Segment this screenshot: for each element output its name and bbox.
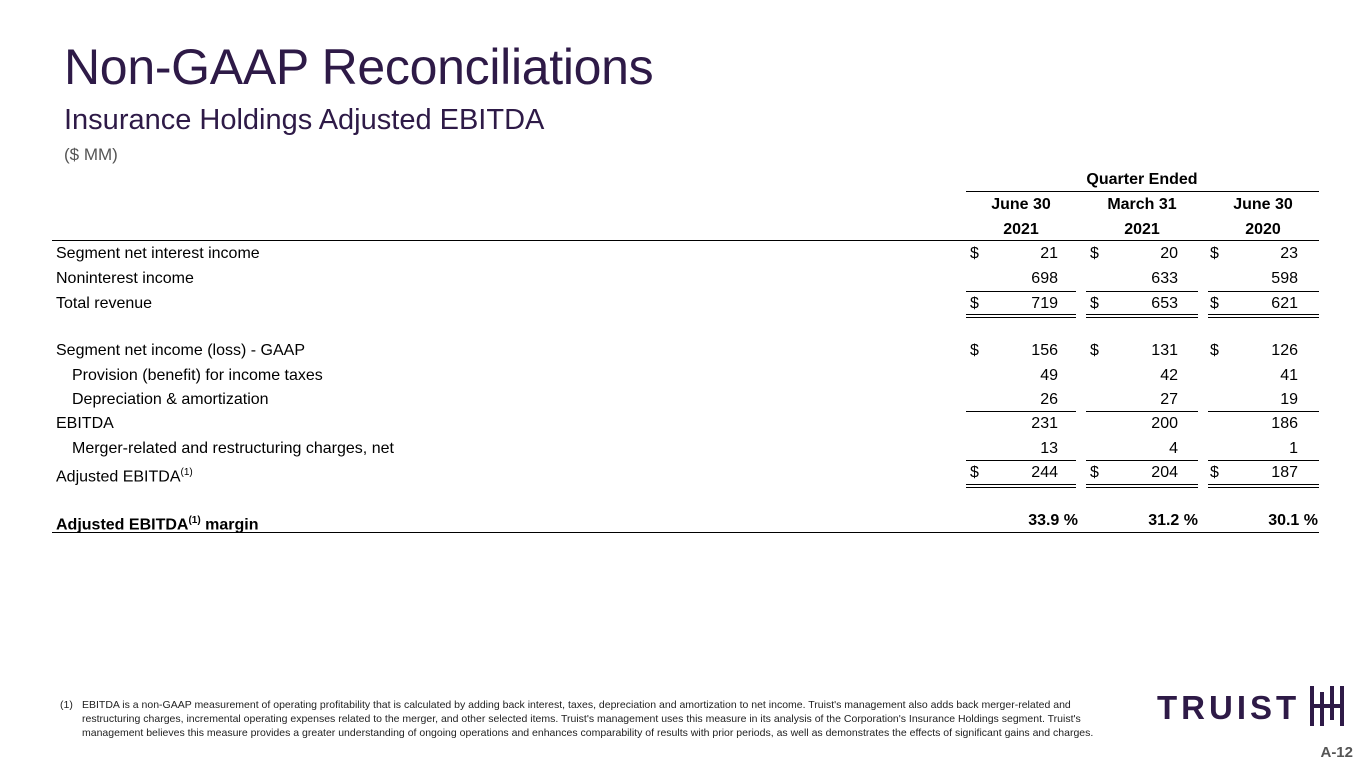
row-label: Depreciation & amortization [72,391,269,408]
currency-symbol: $ [1090,245,1099,262]
footnote-ref: (1) [180,467,193,478]
value-cell: 21 [1040,245,1058,262]
page-title: Non-GAAP Reconciliations [64,39,654,95]
col-period-1: June 30 [991,196,1051,213]
row-label: Adjusted EBITDA$^{(1)}$ [56,467,193,486]
truist-hh-logo-icon [1310,686,1344,731]
total-rule [966,317,1076,318]
currency-symbol: $ [1090,342,1099,359]
total-rule [966,487,1076,488]
currency-symbol: $ [1090,295,1099,312]
value-cell: 244 [1031,464,1058,481]
row-label: EBITDA [56,415,114,432]
value-cell: 598 [1271,270,1298,287]
total-rule [1086,484,1198,485]
header-rule [966,191,1319,192]
logo-wordmark: TRUIST [1157,689,1301,726]
col-period-2: March 31 [1107,196,1177,213]
value-cell: 19 [1280,391,1298,408]
total-rule [1086,487,1198,488]
value-cell: 49 [1040,367,1058,384]
truist-logo [1157,688,1344,728]
value-cell: 1 [1289,440,1298,457]
currency-symbol: $ [970,245,979,262]
total-rule [966,314,1076,315]
value-cell: 186 [1271,415,1298,432]
row-label: Provision (benefit) for income taxes [72,367,323,384]
subtotal-rule [1208,411,1319,412]
value-cell: 653 [1151,295,1178,312]
total-rule [966,484,1076,485]
total-rule [1208,314,1319,315]
footnote-marker: (1) [60,699,73,711]
subtotal-rule [1208,460,1319,461]
header-bottom-rule [52,240,1319,241]
value-cell: 698 [1031,270,1058,287]
value-cell: 23 [1280,245,1298,262]
currency-symbol: $ [970,342,979,359]
value-cell: 13 [1040,440,1058,457]
margin-value: 31.2 % [1148,512,1198,529]
footnote-ref: (1) [188,515,201,526]
row-label: Noninterest income [56,270,194,287]
footnote [60,698,1120,740]
value-cell: 719 [1031,295,1058,312]
value-cell: 621 [1271,295,1298,312]
value-cell: 200 [1151,415,1178,432]
footnote-text: EBITDA is a non-GAAP measurement of operating profitability that is calculated by adding back interest, taxes, depreciation and amortization to net income. Truist's management also adds back merger-related and restructuring charges, incremental operating expenses related to the merger, and other selected items. Truist's management uses this measure in its analysis of the Corporation's Insurance Holdings segment. Truist's management believes this measure provides a greater understanding of ongoing operations and enhances comparability of results with prior periods, as well as demonstrates the effects of significant gains and charges. [82,699,1094,739]
units-label: ($ MM) [64,145,118,164]
value-cell: 231 [1031,415,1058,432]
total-rule [1086,317,1198,318]
value-cell: 20 [1160,245,1178,262]
total-rule [1086,314,1198,315]
subtotal-rule [966,291,1076,292]
row-label: Total revenue [56,295,153,312]
value-cell: 26 [1040,391,1058,408]
value-cell: 156 [1031,342,1058,359]
row-label: Segment net income (loss) - GAAP [56,342,305,359]
currency-symbol: $ [1210,464,1219,481]
total-rule [1208,317,1319,318]
subtotal-rule [1086,411,1198,412]
group-header: Quarter Ended [1086,171,1198,188]
col-year-2: 2021 [1124,221,1160,238]
col-year-1: 2021 [1003,221,1039,238]
subtotal-rule [1086,460,1198,461]
subtotal-rule [966,411,1076,412]
subtotal-rule [966,460,1076,461]
total-rule [1208,487,1319,488]
value-cell: 204 [1151,464,1178,481]
value-cell: 131 [1151,342,1178,359]
page-number: A-12 [1320,744,1353,761]
subtotal-rule [1086,291,1198,292]
row-label: Segment net interest income [56,245,260,262]
subtotal-rule [1208,291,1319,292]
value-cell: 27 [1160,391,1178,408]
col-period-3: June 30 [1233,196,1293,213]
page-subtitle: Insurance Holdings Adjusted EBITDA [64,104,545,136]
currency-symbol: $ [970,295,979,312]
value-cell: 42 [1160,367,1178,384]
table-bottom-rule [52,532,1319,533]
currency-symbol: $ [1210,342,1219,359]
value-cell: 41 [1280,367,1298,384]
value-cell: 126 [1271,342,1298,359]
value-cell: 187 [1271,464,1298,481]
currency-symbol: $ [1090,464,1099,481]
margin-value: 33.9 % [1028,512,1078,529]
col-year-3: 2020 [1245,221,1281,238]
currency-symbol: $ [1210,245,1219,262]
total-rule [1208,484,1319,485]
margin-value: 30.1 % [1268,512,1318,529]
currency-symbol: $ [970,464,979,481]
currency-symbol: $ [1210,295,1219,312]
value-cell: 4 [1169,440,1178,457]
value-cell: 633 [1151,270,1178,287]
row-label: Merger-related and restructuring charges, net [72,440,394,457]
row-label: Adjusted EBITDA$^{(1)}$ margin [56,515,259,534]
